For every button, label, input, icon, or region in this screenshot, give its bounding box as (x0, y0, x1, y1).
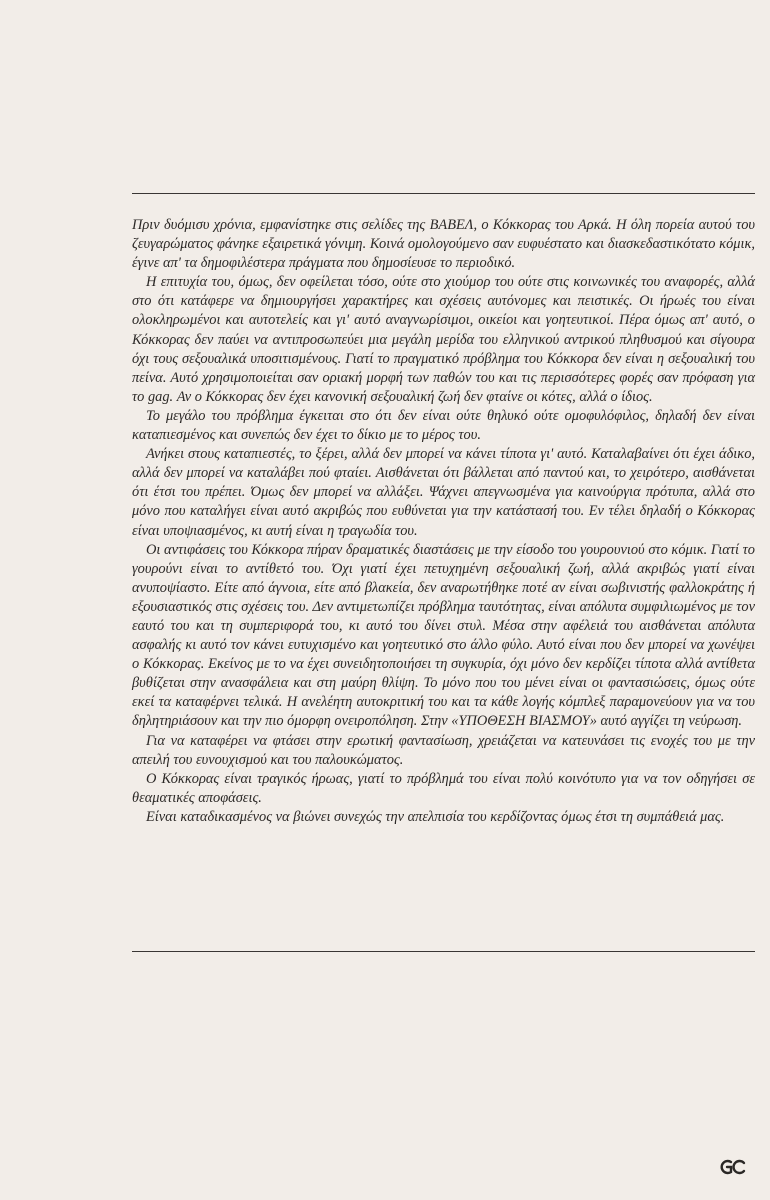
article-body (132, 216, 755, 827)
gc-logo-icon (720, 1158, 746, 1176)
bottom-divider (132, 951, 755, 952)
paragraph-7: Ο Κόκκορας είναι τραγικός ήρωας, γιατί το πρόβλημά του είναι πολύ κοινότυπο για να τον οδηγήσει σε θεαματικές αποφάσεις. (132, 770, 755, 806)
paragraph-5: Οι αντιφάσεις του Κόκκορα πήραν δραματικές διαστάσεις με την είσοδο του γουρουνιού στο κόμικ. Γιατί το γουρούνι είναι το αντίθετό του. Όχι γιατί έχει πετυχημένη σεξουαλική ζωή, αλλά ακριβώς γιατί είναι ανυποψίαστο. Είτε από άγνοια, είτε από βλακεία, δεν αναρωτήθηκε ποτέ αν είναι σωβινιστής φαλλοκράτης ή εξουσιαστικός στις σχέσεις του. Δεν αντιμετωπίζει πρόβλημα ταυτότητας, είναι απόλυτα συμφιλιωμένος με τον εαυτό του και τη συμπεριφορά του, κι αυτό του δίνει στυλ. Μέσα στην αφέλειά του αισθάνεται απόλυτα ασφαλής κι αυτό τον κάνει ευτυχισμένο και γοητευτικό στο άλλο φύλο. Αυτό είναι που δεν μπορεί να χωνέψει ο Κόκκορας. Εκείνος με το να έχει συνειδητοποιήσει τη συγκυρία, όχι μόνο δεν κερδίζει τίποτα αλλά αντίθετα βυθίζεται στην ανασφάλεια και στη μαύρη θλίψη. Το μόνο που του μένει είναι οι φαντασιώσεις, όμως ούτε εκεί τα καταφέρνει τελικά. Η ανελέητη αυτοκριτική του και τα κάθε λογής κόμπλεξ παραμονεύουν για να του δηλητηριάσουν και την πιο όμορφη ονειροπόληση. Στην «ΥΠΟΘΕΣΗ ΒΙΑΣΜΟΥ» αυτό αγγίζει τη νεύρωση. (132, 541, 755, 730)
paragraph-3: Το μεγάλο του πρόβλημα έγκειται στο ότι δεν είναι ούτε θηλυκό ούτε ομοφυλόφιλος, δηλαδή δεν είναι καταπιεσμένος και συνεπώς δεν έχει το δίκιο με το μέρος του. (132, 407, 755, 444)
paragraph-6: Για να καταφέρει να φτάσει στην ερωτική φαντασίωση, χρειάζεται να κατευνάσει τις ενοχές του με την απειλή του ευνουχισμού και του παλουκώματος. (132, 732, 755, 768)
paragraph-4: Ανήκει στους καταπιεστές, το ξέρει, αλλά δεν μπορεί να κάνει τίποτα γι' αυτό. Καταλαβαίνει ότι έχει άδικο, αλλά δεν μπορεί να καταλάβει πού φταίει. Αισθάνεται ότι βάλλεται από παντού και, το χειρότερο, αισθάνεται ότι έτσι του πρέπει. Όμως δεν μπορεί να αλλάξει. Ψάχνει απεγνωσμένα για καινούργια πρότυπα, αλλά στο μόνο που καταλήγει είναι αυτό ακριβώς που ευθύνεται για την κατάστασή του. Εν τέλει δηλαδή ο Κόκκορας είναι υποψιασμένος, κι αυτή είναι η τραγωδία του. (132, 446, 755, 539)
paragraph-8: Είναι καταδικασμένος να βιώνει συνεχώς την απελπισία του κερδίζοντας όμως έτσι τη συμπάθειά μας. (146, 808, 725, 825)
paragraph-1: Πριν δυόμισυ χρόνια, εμφανίστηκε στις σελίδες της ΒΑΒΕΛ, ο Κόκκορας του Αρκά. Η όλη πορεία αυτού του ζευγαρώματος φάνηκε εξαιρετικά γόνιμη. Κοινά ομολογούμενο σαν ευφυέστατο και διασκεδαστικότατο κόμικ, έγινε απ' τα δημοφιλέστερα πράγματα που δημοσίευσε το περιοδικό. (132, 217, 755, 272)
paragraph-2: Η επιτυχία του, όμως, δεν οφείλεται τόσο, ούτε στο χιούμορ του ούτε στις κοινωνικές του αναφορές, αλλά στο ότι κατάφερε να δημιουργήσει χαρακτήρες και σχέσεις αυτόνομες και πειστικές. Οι ήρωές του είναι ολοκληρωμένοι και αυτοτελείς και γι' αυτό αναγνωρίσιμοι, οικείοι και γοητευτικοί. Πέρα όμως απ' αυτό, ο Κόκκορας δεν παύει να αντιπροσωπεύει μια μεγάλη μερίδα του ελληνικού αντρικού πληθυσμού και σίγουρα όχι τους σεξουαλικά υποσιτισμένους. Γιατί το πραγματικό πρόβλημα του Κόκκορα δεν είναι η σεξουαλική του πείνα. Αυτό χρησιμοποιείται σαν οριακή μορφή των παθών του και τις περισσότερες φορές σαν πρόφαση για το gag. Αν ο Κόκκορας δεν έχει κανονική σεξουαλική ζωή δεν φταίνε οι κότες, αλλά ο ίδιος. (132, 274, 755, 405)
top-divider (132, 193, 755, 194)
